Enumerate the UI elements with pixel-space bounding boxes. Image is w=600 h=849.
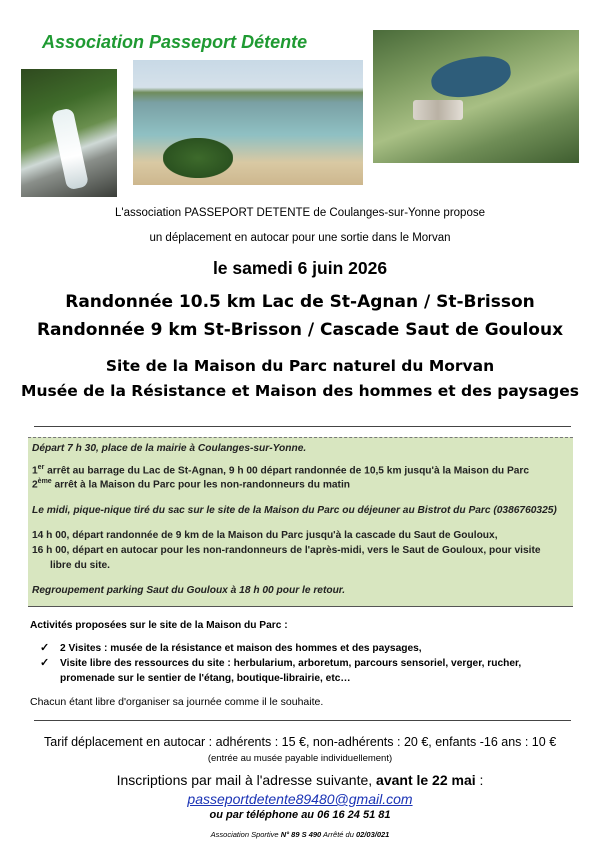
program-afternoon-2b: libre du site. <box>50 560 111 571</box>
program-afternoon-2: 16 h 00, départ en autocar pour les non-randonneurs de l'après-midi, vers le Saut de Gouloux, pour visite <box>32 545 541 556</box>
hike-2: Randonnée 9 km St-Brisson / Cascade Saut de Gouloux <box>36 320 564 340</box>
check-icon: ✓ <box>40 657 50 669</box>
program-departure: Départ 7 h 30, place de la mairie à Coulanges-sur-Yonne. <box>32 443 307 454</box>
program-stop-2: 2ème arrêt à la Maison du Parc pour les non-randonneurs du matin <box>32 478 351 491</box>
email-link[interactable]: passeportdetente89480@gmail.com <box>187 791 413 807</box>
hike-1: Randonnée 10.5 km Lac de St-Agnan / St-Brisson <box>65 292 535 312</box>
divider-2 <box>34 720 571 721</box>
waterfall-photo <box>21 69 117 197</box>
program-box <box>28 437 573 607</box>
program-lunch: Le midi, pique-nique tiré du sac sur le site de la Maison du Parc ou déjeuner au Bistrot du Parc (0386760325) <box>32 505 557 516</box>
check-icon: ✓ <box>40 642 50 654</box>
legal-line: Association Sportive N° 89 S 490 Arrêté du 02/03/021 <box>210 830 390 839</box>
divider-1 <box>34 426 571 427</box>
site-title: Site de la Maison du Parc naturel du Morvan <box>105 357 495 375</box>
program-afternoon-1: 14 h 00, départ randonnée de 9 km de la Maison du Parc jusqu'à la cascade du Saut de Gouloux, <box>32 530 498 541</box>
activity-item-2b: promenade sur le sentier de l'étang, boutique-librairie, etc… <box>60 673 351 684</box>
lake-photo <box>133 60 363 185</box>
event-date: le samedi 6 juin 2026 <box>212 258 388 278</box>
intro-line-2: un déplacement en autocar pour une sortie dans le Morvan <box>149 232 451 244</box>
intro-line-1: L'association PASSEPORT DETENTE de Coulanges-sur-Yonne propose <box>115 207 485 219</box>
association-title: Association Passeport Détente <box>42 32 308 52</box>
pricing-line: Tarif déplacement en autocar : adhérents : 15 €, non-adhérents : 20 €, enfants -16 ans : 10 € <box>44 735 557 749</box>
activity-item-1: 2 Visites : musée de la résistance et maison des hommes et des paysages, <box>60 643 422 654</box>
activities-heading: Activités proposées sur le site de la Maison du Parc : <box>30 620 288 631</box>
aerial-photo <box>373 30 579 163</box>
pricing-note: (entrée au musée payable individuellement) <box>207 753 393 764</box>
phone-line: ou par téléphone au 06 16 24 51 81 <box>209 809 391 821</box>
free-organization: Chacun étant libre d'organiser sa journée comme il le souhaite. <box>30 696 324 708</box>
museum-title: Musée de la Résistance et Maison des hommes et des paysages <box>21 382 579 400</box>
activity-item-2: Visite libre des ressources du site : herbularium, arboretum, parcours sensoriel, verger, rucher, <box>60 658 522 669</box>
program-regroup: Regroupement parking Saut du Gouloux à 18 h 00 pour le retour. <box>32 585 346 596</box>
registration-line: Inscriptions par mail à l'adresse suivante, avant le 22 mai : <box>116 772 484 788</box>
program-stop-1: 1er arrêt au barrage du Lac de St-Agnan, 9 h 00 départ randonnée de 10,5 km jusqu'à la Maison du Parc <box>32 464 530 477</box>
